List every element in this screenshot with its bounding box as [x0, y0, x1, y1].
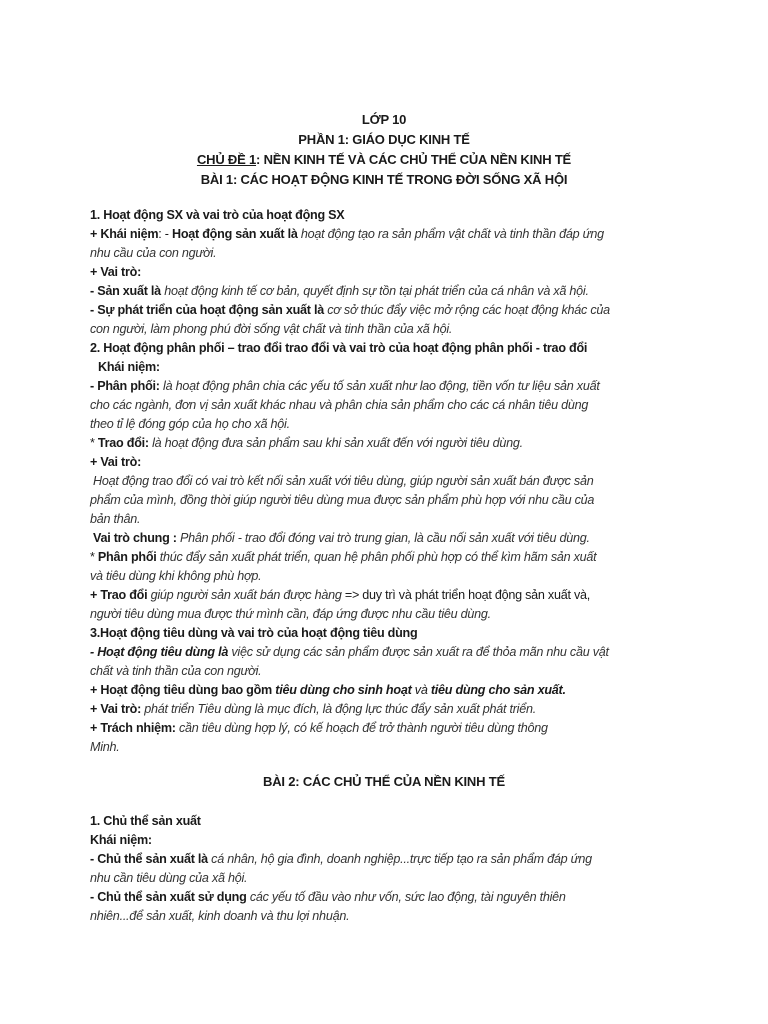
s3-def-cont: chất và tinh thần của con người.: [90, 664, 262, 678]
s2-dist-cont2: theo tỉ lệ đóng góp của họ cho xã hội.: [90, 417, 290, 431]
topic-label: CHỦ ĐỀ 1: [196, 152, 257, 167]
lesson2-title: BÀI 2: CÁC CHỦ THỂ CỦA NỀN KINH TẾ: [263, 774, 505, 789]
s1-role1: - Sản xuất là hoạt động kinh tế cơ bản, quyết định sự tồn tại phát triển của cá nhân và xã hội.: [90, 284, 589, 298]
s2-pp-cont: và tiêu dùng khi không phù hợp.: [90, 569, 262, 583]
lesson1-body: [90, 206, 680, 757]
s3-role: + Vai trò: phát triển Tiêu dùng là mục đích, là động lực thúc đẩy sản xuất phát triển.: [90, 702, 536, 716]
topic-title: [0, 150, 768, 170]
s2-dist-cont1: cho các ngành, đơn vị sản xuất khác nhau và phân chia sản phẩm cho các cá nhân tiêu dùng: [90, 398, 589, 412]
document-header: [0, 110, 768, 190]
s1-concept-cont: nhu cầu của con người.: [90, 246, 217, 260]
lesson1-title: BÀI 1: CÁC HOẠT ĐỘNG KINH TẾ TRONG ĐỜI SỐNG XÃ HỘI: [200, 172, 568, 187]
s1-heading: 1. Hoạt động SX và vai trò của hoạt động SX: [90, 208, 345, 222]
s3-resp: + Trách nhiệm: cần tiêu dùng hợp lý, có kế hoạch để trở thành người tiêu dùng thông: [90, 721, 548, 735]
topic-rest: : NỀN KINH TẾ VÀ CÁC CHỦ THỂ CỦA NỀN KINH TẾ: [256, 152, 572, 167]
s1-concept: + Khái niệm: - Hoạt động sản xuất là hoạt động tạo ra sản phẩm vật chất và tinh thần đáp ứng: [90, 227, 604, 241]
l2-c1-cont: nhu cần tiêu dùng của xã hội.: [90, 871, 248, 885]
lesson2-body: [90, 812, 680, 926]
s2-role-text3: bản thân.: [90, 512, 141, 526]
s2-heading: 2. Hoạt động phân phối – trao đổi trao đổi và vai trò của hoạt động phân phối - trao đổi: [90, 341, 588, 355]
l2-c1: - Chủ thể sản xuất là cá nhân, hộ gia đình, doanh nghiệp...trực tiếp tạo ra sản phẩm đáp ứng: [90, 852, 592, 866]
l2-c2: - Chủ thể sản xuất sử dụng các yếu tố đầu vào như vốn, sức lao động, tài nguyên thiên: [90, 890, 566, 904]
s2-general-role: Vai trò chung : Phân phối - trao đổi đóng vai trò trung gian, là cầu nối sản xuất với tiêu dùng.: [93, 531, 590, 545]
s1-role-label: + Vai trò:: [90, 265, 142, 279]
s2-role-text2: phẩm của mình, đồng thời giúp người tiêu dùng mua được sản phẩm phù hợp với nhu cầu của: [90, 493, 595, 507]
part-title: PHẦN 1: GIÁO DỤC KINH TẾ: [298, 132, 470, 147]
s2-dist: - Phân phối: là hoạt động phân chia các yếu tố sản xuất như lao động, tiền vốn tư liệu sản xuất: [90, 379, 600, 393]
l2-c2-cont: nhiên...để sản xuất, kinh doanh và thu lợi nhuận.: [90, 909, 350, 923]
s2-trade-cont: người tiêu dùng mua được thứ mình cần, đáp ứng được nhu cầu tiêu dùng.: [90, 607, 491, 621]
grade-title: LỚP 10: [361, 112, 407, 127]
s3-heading: 3.Hoạt động tiêu dùng và vai trò của hoạt động tiêu dùng: [90, 626, 418, 640]
s1-role2: - Sự phát triển của hoạt động sản xuất là cơ sở thúc đẩy việc mở rộng các hoạt động khác của: [90, 303, 610, 317]
s1-role2-cont: con người, làm phong phú đời sống vật chất và tinh thần của xã hội.: [90, 322, 453, 336]
s2-role-label: + Vai trò:: [90, 455, 142, 469]
s3-includes: + Hoạt động tiêu dùng bao gồm tiêu dùng cho sinh hoạt và tiêu dùng cho sản xuất.: [90, 683, 566, 697]
s2-exchange: * Trao đổi: là hoạt động đưa sản phẩm sau khi sản xuất đến với người tiêu dùng.: [90, 436, 523, 450]
s3-def: - Hoạt động tiêu dùng là việc sử dụng các sản phẩm được sản xuất ra để thỏa mãn nhu cầu vật: [90, 645, 609, 659]
s2-role-text1: Hoạt động trao đổi có vai trò kết nối sản xuất với tiêu dùng, giúp người sản xuất bán được sản: [93, 474, 594, 488]
s3-resp-cont: Minh.: [90, 740, 120, 754]
s2-pp: * Phân phối thúc đẩy sản xuất phát triển, quan hệ phân phối phù hợp có thể kìm hãm sản xuất: [90, 550, 597, 564]
l2-heading: 1. Chủ thể sản xuất: [90, 814, 201, 828]
l2-concept-label: Khái niệm:: [90, 833, 152, 847]
s2-trade: + Trao đổi giúp người sản xuất bán được hàng => duy trì và phát triển hoạt động sản xuất và,: [90, 588, 591, 602]
s2-concept-label: Khái niệm:: [98, 360, 160, 374]
